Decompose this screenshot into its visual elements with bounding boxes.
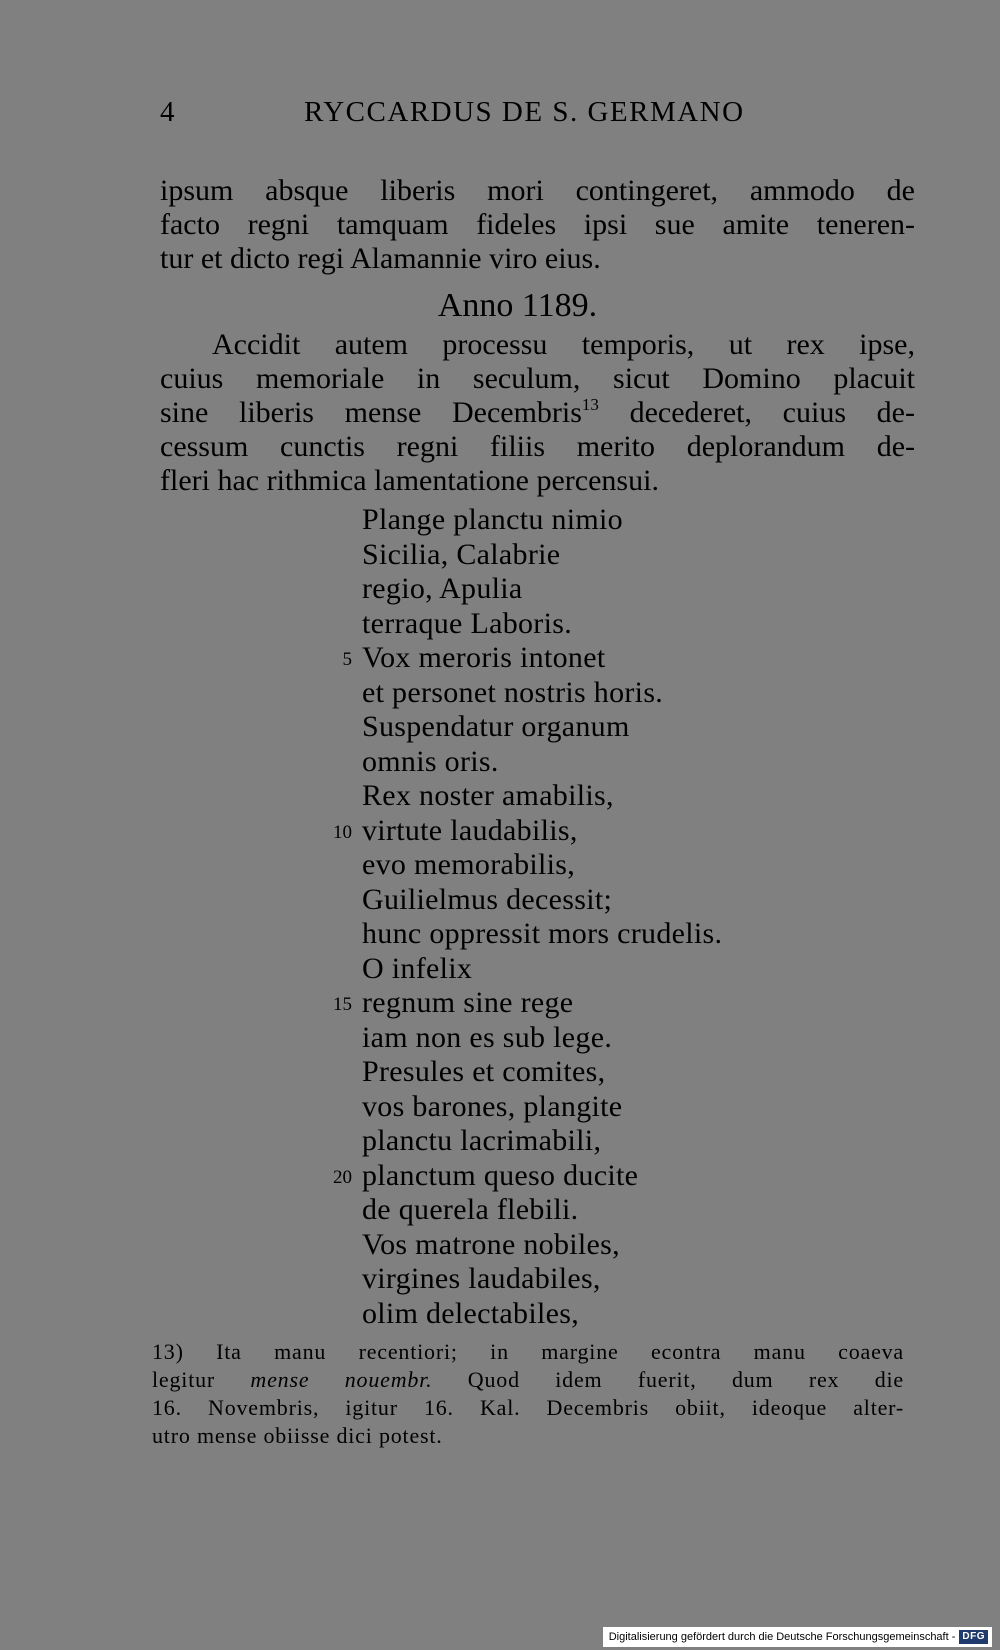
footnote-text: Quod idem fuerit, dum rex die — [432, 1367, 904, 1392]
prose-line-with-footnote-ref — [160, 396, 915, 430]
year-heading-text: Anno 1189. — [437, 287, 598, 324]
verse-line: Plange planctu nimio — [362, 503, 623, 536]
verse-line: evo memorabilis, — [362, 848, 576, 881]
page-number: 4 — [160, 96, 176, 128]
verse-line: Sicilia, Calabrie — [362, 538, 561, 571]
verse-line: et personet nostris horis. — [362, 676, 664, 709]
verse-line-number: 20 — [333, 1167, 352, 1188]
verse-line: planctum queso ducite — [362, 1159, 639, 1192]
verse-line: de querela flebili. — [362, 1193, 579, 1226]
footnote-text: legitur — [152, 1367, 251, 1392]
dfg-logo: DFG — [959, 1630, 988, 1644]
verse-line-number: 10 — [333, 822, 352, 843]
credit-text: Digitalisierung gefördert durch die Deutsche Forschungsgemeinschaft - — [608, 1631, 956, 1643]
verse-line: regnum sine rege — [362, 986, 574, 1019]
prose-text: decederet, cuius de- — [598, 396, 915, 429]
footnote-line: utro mense obiisse dici potest. — [152, 1423, 443, 1448]
footnote-line: 16. Novembris, igitur 16. Kal. Decembris obiit, ideoque alter- — [152, 1395, 904, 1420]
footnote-reference: 13 — [581, 395, 599, 414]
prose-text: sine liberis mense Decembris — [160, 396, 582, 429]
verse-line: vos barones, plangite — [362, 1090, 623, 1123]
verse-line: olim delectabiles, — [362, 1297, 579, 1330]
prose-line: fleri hac rithmica lamentatione percensui. — [160, 464, 659, 497]
prose-line: facto regni tamquam fideles ipsi sue amite teneren- — [160, 208, 915, 241]
verse-line: omnis oris. — [362, 745, 499, 778]
running-title: RYCCARDUS DE S. GERMANO — [304, 96, 745, 128]
footnote-line: 13) Ita manu recentiori; in margine econtra manu coaeva — [152, 1339, 904, 1364]
footnote-line — [152, 1366, 904, 1394]
verse-line: Guilielmus decessit; — [362, 883, 613, 916]
verse-line-number: 15 — [333, 994, 352, 1015]
prose-line: cuius memoriale in seculum, sicut Domino placuit — [160, 362, 915, 395]
verse-line: Vos matrone nobiles, — [362, 1228, 620, 1261]
verse-line: planctu lacrimabili, — [362, 1124, 602, 1157]
page-header — [160, 96, 920, 136]
verse-line: O infelix — [362, 952, 473, 985]
footnote-italic-text: mense nouembr. — [250, 1367, 433, 1392]
verse-line: Vox meroris intonet — [362, 641, 606, 674]
verse-line-number: 5 — [342, 649, 352, 670]
verse-line: virgines laudabiles, — [362, 1262, 601, 1295]
verse-line: hunc oppressit mors crudelis. — [362, 917, 723, 950]
verse-line: Suspendatur organum — [362, 710, 630, 743]
verse-line: Presules et comites, — [362, 1055, 606, 1088]
verse-line: terraque Laboris. — [362, 607, 573, 640]
prose-line: Accidit autem processu temporis, ut rex ipse, — [212, 328, 915, 361]
prose-line: cessum cunctis regni filiis merito deplorandum de- — [160, 430, 915, 463]
prose-line: ipsum absque liberis mori contingeret, ammodo de — [160, 174, 915, 207]
verse-line: Rex noster amabilis, — [362, 779, 614, 812]
digitization-credit — [603, 1627, 992, 1647]
year-heading — [0, 286, 1000, 326]
verse-line: regio, Apulia — [362, 572, 523, 605]
prose-line: tur et dicto regi Alamannie viro eius. — [160, 242, 601, 275]
verse-line: virtute laudabilis, — [362, 814, 578, 847]
verse-line: iam non es sub lege. — [362, 1021, 613, 1054]
